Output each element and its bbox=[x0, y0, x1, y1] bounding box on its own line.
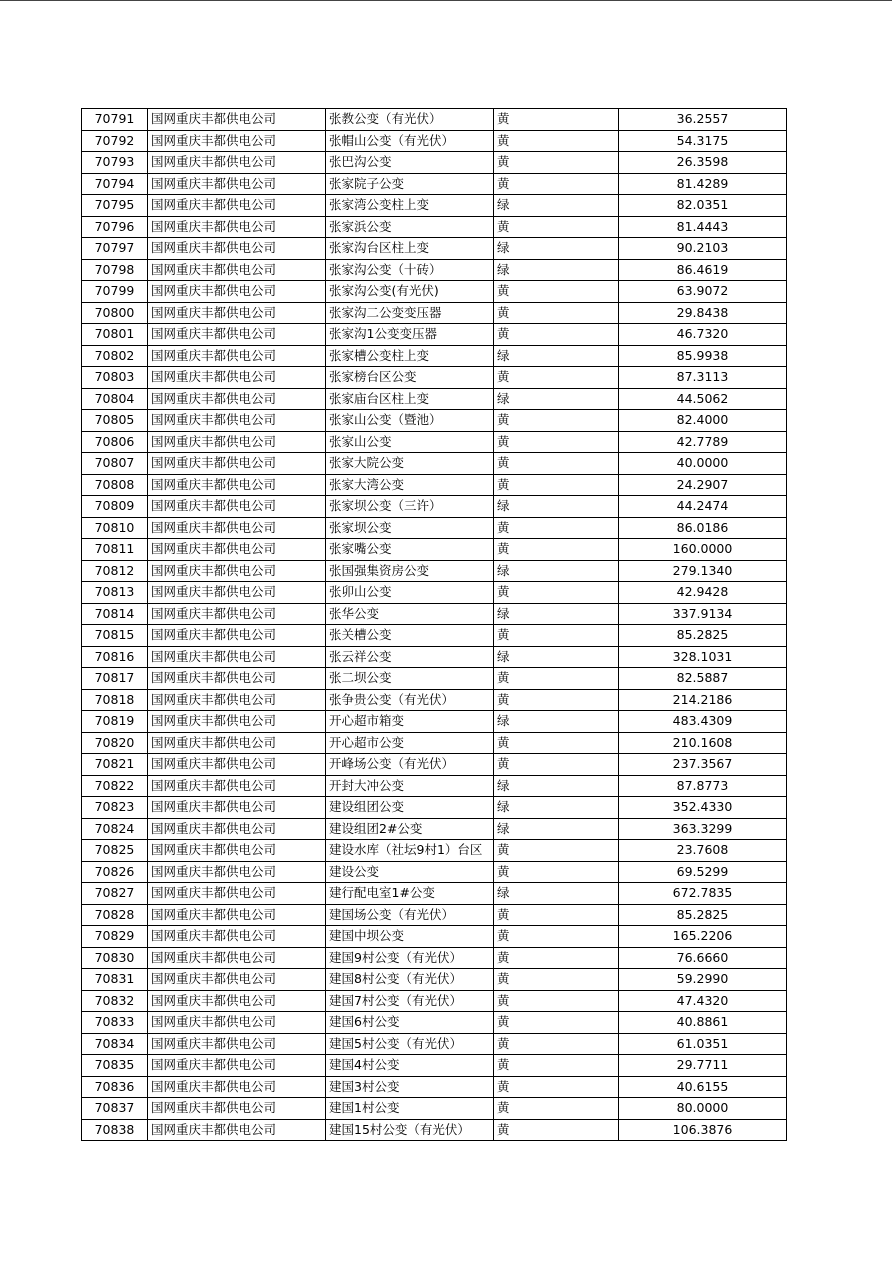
status-level-cell: 黄 bbox=[494, 1098, 619, 1120]
transformer-name-cell: 张家山公变 bbox=[326, 431, 494, 453]
value-cell: 160.0000 bbox=[619, 539, 787, 561]
transformer-name-cell: 建国15村公变（有光伏） bbox=[326, 1119, 494, 1141]
table-row bbox=[82, 689, 787, 711]
value-cell: 42.9428 bbox=[619, 582, 787, 604]
company-cell: 国网重庆丰都供电公司 bbox=[148, 496, 326, 518]
row-id-cell: 70828 bbox=[82, 904, 148, 926]
table-row bbox=[82, 302, 787, 324]
value-cell: 85.9938 bbox=[619, 345, 787, 367]
status-level-cell: 绿 bbox=[494, 388, 619, 410]
company-cell: 国网重庆丰都供电公司 bbox=[148, 732, 326, 754]
status-level-cell: 绿 bbox=[494, 818, 619, 840]
company-cell: 国网重庆丰都供电公司 bbox=[148, 281, 326, 303]
status-level-cell: 黄 bbox=[494, 539, 619, 561]
table-row bbox=[82, 797, 787, 819]
row-id-cell: 70829 bbox=[82, 926, 148, 948]
row-id-cell: 70792 bbox=[82, 130, 148, 152]
row-id-cell: 70809 bbox=[82, 496, 148, 518]
company-cell: 国网重庆丰都供电公司 bbox=[148, 238, 326, 260]
status-level-cell: 黄 bbox=[494, 904, 619, 926]
value-cell: 165.2206 bbox=[619, 926, 787, 948]
transformer-name-cell: 张家浜公变 bbox=[326, 216, 494, 238]
status-level-cell: 黄 bbox=[494, 990, 619, 1012]
value-cell: 87.8773 bbox=[619, 775, 787, 797]
company-cell: 国网重庆丰都供电公司 bbox=[148, 109, 326, 131]
row-id-cell: 70835 bbox=[82, 1055, 148, 1077]
company-cell: 国网重庆丰都供电公司 bbox=[148, 969, 326, 991]
transformer-name-cell: 开心超市公变 bbox=[326, 732, 494, 754]
company-cell: 国网重庆丰都供电公司 bbox=[148, 1012, 326, 1034]
table-row bbox=[82, 711, 787, 733]
company-cell: 国网重庆丰都供电公司 bbox=[148, 883, 326, 905]
status-level-cell: 黄 bbox=[494, 582, 619, 604]
transformer-name-cell: 张云祥公变 bbox=[326, 646, 494, 668]
status-level-cell: 黄 bbox=[494, 926, 619, 948]
status-level-cell: 黄 bbox=[494, 1033, 619, 1055]
transformer-name-cell: 张争贵公变（有光伏） bbox=[326, 689, 494, 711]
row-id-cell: 70819 bbox=[82, 711, 148, 733]
table-row bbox=[82, 1012, 787, 1034]
table-row bbox=[82, 367, 787, 389]
value-cell: 40.8861 bbox=[619, 1012, 787, 1034]
status-level-cell: 黄 bbox=[494, 302, 619, 324]
status-level-cell: 绿 bbox=[494, 883, 619, 905]
value-cell: 81.4289 bbox=[619, 173, 787, 195]
value-cell: 40.0000 bbox=[619, 453, 787, 475]
status-level-cell: 绿 bbox=[494, 560, 619, 582]
table-row bbox=[82, 410, 787, 432]
status-level-cell: 绿 bbox=[494, 603, 619, 625]
table-row bbox=[82, 646, 787, 668]
value-cell: 47.4320 bbox=[619, 990, 787, 1012]
company-cell: 国网重庆丰都供电公司 bbox=[148, 947, 326, 969]
transformer-name-cell: 开心超市箱变 bbox=[326, 711, 494, 733]
company-cell: 国网重庆丰都供电公司 bbox=[148, 582, 326, 604]
table-row bbox=[82, 969, 787, 991]
row-id-cell: 70816 bbox=[82, 646, 148, 668]
row-id-cell: 70822 bbox=[82, 775, 148, 797]
table-row bbox=[82, 904, 787, 926]
table-row bbox=[82, 840, 787, 862]
company-cell: 国网重庆丰都供电公司 bbox=[148, 1055, 326, 1077]
transformer-name-cell: 张家嘴公变 bbox=[326, 539, 494, 561]
table-row bbox=[82, 818, 787, 840]
company-cell: 国网重庆丰都供电公司 bbox=[148, 539, 326, 561]
company-cell: 国网重庆丰都供电公司 bbox=[148, 646, 326, 668]
company-cell: 国网重庆丰都供电公司 bbox=[148, 259, 326, 281]
value-cell: 29.8438 bbox=[619, 302, 787, 324]
value-cell: 672.7835 bbox=[619, 883, 787, 905]
company-cell: 国网重庆丰都供电公司 bbox=[148, 410, 326, 432]
table-row bbox=[82, 216, 787, 238]
value-cell: 29.7711 bbox=[619, 1055, 787, 1077]
transformer-name-cell: 建设组团2#公变 bbox=[326, 818, 494, 840]
row-id-cell: 70811 bbox=[82, 539, 148, 561]
status-level-cell: 黄 bbox=[494, 754, 619, 776]
row-id-cell: 70805 bbox=[82, 410, 148, 432]
transformer-name-cell: 张二坝公变 bbox=[326, 668, 494, 690]
transformer-name-cell: 建设组团公变 bbox=[326, 797, 494, 819]
company-cell: 国网重庆丰都供电公司 bbox=[148, 388, 326, 410]
status-level-cell: 黄 bbox=[494, 324, 619, 346]
row-id-cell: 70823 bbox=[82, 797, 148, 819]
row-id-cell: 70821 bbox=[82, 754, 148, 776]
status-level-cell: 黄 bbox=[494, 947, 619, 969]
row-id-cell: 70798 bbox=[82, 259, 148, 281]
company-cell: 国网重庆丰都供电公司 bbox=[148, 668, 326, 690]
company-cell: 国网重庆丰都供电公司 bbox=[148, 775, 326, 797]
company-cell: 国网重庆丰都供电公司 bbox=[148, 1033, 326, 1055]
status-level-cell: 绿 bbox=[494, 259, 619, 281]
status-level-cell: 黄 bbox=[494, 367, 619, 389]
data-table bbox=[81, 108, 787, 1141]
transformer-name-cell: 张家沟台区柱上变 bbox=[326, 238, 494, 260]
company-cell: 国网重庆丰都供电公司 bbox=[148, 904, 326, 926]
status-level-cell: 黄 bbox=[494, 281, 619, 303]
table-row bbox=[82, 560, 787, 582]
company-cell: 国网重庆丰都供电公司 bbox=[148, 517, 326, 539]
table-row bbox=[82, 1119, 787, 1141]
transformer-name-cell: 张华公变 bbox=[326, 603, 494, 625]
value-cell: 59.2990 bbox=[619, 969, 787, 991]
transformer-name-cell: 建国9村公变（有光伏） bbox=[326, 947, 494, 969]
value-cell: 23.7608 bbox=[619, 840, 787, 862]
company-cell: 国网重庆丰都供电公司 bbox=[148, 173, 326, 195]
company-cell: 国网重庆丰都供电公司 bbox=[148, 990, 326, 1012]
company-cell: 国网重庆丰都供电公司 bbox=[148, 453, 326, 475]
transformer-name-cell: 张家院子公变 bbox=[326, 173, 494, 195]
row-id-cell: 70810 bbox=[82, 517, 148, 539]
status-level-cell: 黄 bbox=[494, 1012, 619, 1034]
row-id-cell: 70825 bbox=[82, 840, 148, 862]
table-row bbox=[82, 926, 787, 948]
row-id-cell: 70802 bbox=[82, 345, 148, 367]
value-cell: 81.4443 bbox=[619, 216, 787, 238]
transformer-name-cell: 张家庙台区柱上变 bbox=[326, 388, 494, 410]
row-id-cell: 70803 bbox=[82, 367, 148, 389]
transformer-name-cell: 建国7村公变（有光伏） bbox=[326, 990, 494, 1012]
table-row bbox=[82, 281, 787, 303]
table-row bbox=[82, 259, 787, 281]
company-cell: 国网重庆丰都供电公司 bbox=[148, 195, 326, 217]
table-row bbox=[82, 625, 787, 647]
row-id-cell: 70818 bbox=[82, 689, 148, 711]
transformer-name-cell: 建国8村公变（有光伏） bbox=[326, 969, 494, 991]
status-level-cell: 黄 bbox=[494, 668, 619, 690]
table-row bbox=[82, 152, 787, 174]
value-cell: 214.2186 bbox=[619, 689, 787, 711]
value-cell: 36.2557 bbox=[619, 109, 787, 131]
value-cell: 363.3299 bbox=[619, 818, 787, 840]
transformer-name-cell: 建国6村公变 bbox=[326, 1012, 494, 1034]
table-row bbox=[82, 1098, 787, 1120]
transformer-name-cell: 开封大冲公变 bbox=[326, 775, 494, 797]
table-row bbox=[82, 238, 787, 260]
row-id-cell: 70799 bbox=[82, 281, 148, 303]
company-cell: 国网重庆丰都供电公司 bbox=[148, 818, 326, 840]
status-level-cell: 黄 bbox=[494, 625, 619, 647]
value-cell: 42.7789 bbox=[619, 431, 787, 453]
value-cell: 85.2825 bbox=[619, 625, 787, 647]
table-row bbox=[82, 947, 787, 969]
company-cell: 国网重庆丰都供电公司 bbox=[148, 431, 326, 453]
value-cell: 82.0351 bbox=[619, 195, 787, 217]
transformer-name-cell: 张家沟公变（十砖） bbox=[326, 259, 494, 281]
status-level-cell: 绿 bbox=[494, 775, 619, 797]
value-cell: 24.2907 bbox=[619, 474, 787, 496]
company-cell: 国网重庆丰都供电公司 bbox=[148, 130, 326, 152]
company-cell: 国网重庆丰都供电公司 bbox=[148, 689, 326, 711]
row-id-cell: 70824 bbox=[82, 818, 148, 840]
row-id-cell: 70820 bbox=[82, 732, 148, 754]
status-level-cell: 黄 bbox=[494, 840, 619, 862]
row-id-cell: 70793 bbox=[82, 152, 148, 174]
company-cell: 国网重庆丰都供电公司 bbox=[148, 474, 326, 496]
value-cell: 328.1031 bbox=[619, 646, 787, 668]
value-cell: 86.0186 bbox=[619, 517, 787, 539]
status-level-cell: 绿 bbox=[494, 797, 619, 819]
company-cell: 国网重庆丰都供电公司 bbox=[148, 345, 326, 367]
status-level-cell: 黄 bbox=[494, 173, 619, 195]
table-row bbox=[82, 1033, 787, 1055]
transformer-name-cell: 张家山公变（暨池） bbox=[326, 410, 494, 432]
status-level-cell: 绿 bbox=[494, 646, 619, 668]
value-cell: 46.7320 bbox=[619, 324, 787, 346]
transformer-name-cell: 张教公变（有光伏） bbox=[326, 109, 494, 131]
company-cell: 国网重庆丰都供电公司 bbox=[148, 1098, 326, 1120]
row-id-cell: 70794 bbox=[82, 173, 148, 195]
value-cell: 85.2825 bbox=[619, 904, 787, 926]
table-row bbox=[82, 603, 787, 625]
transformer-name-cell: 张帽山公变（有光伏） bbox=[326, 130, 494, 152]
transformer-name-cell: 建设公变 bbox=[326, 861, 494, 883]
table-row bbox=[82, 732, 787, 754]
transformer-name-cell: 建国1村公变 bbox=[326, 1098, 494, 1120]
company-cell: 国网重庆丰都供电公司 bbox=[148, 797, 326, 819]
row-id-cell: 70808 bbox=[82, 474, 148, 496]
table-row bbox=[82, 195, 787, 217]
status-level-cell: 绿 bbox=[494, 345, 619, 367]
status-level-cell: 绿 bbox=[494, 238, 619, 260]
transformer-name-cell: 张家沟二公变变压器 bbox=[326, 302, 494, 324]
transformer-name-cell: 建国3村公变 bbox=[326, 1076, 494, 1098]
transformer-name-cell: 建设水库（社坛9村1）台区 bbox=[326, 840, 494, 862]
status-level-cell: 黄 bbox=[494, 152, 619, 174]
company-cell: 国网重庆丰都供电公司 bbox=[148, 1076, 326, 1098]
company-cell: 国网重庆丰都供电公司 bbox=[148, 152, 326, 174]
table-row bbox=[82, 754, 787, 776]
status-level-cell: 绿 bbox=[494, 195, 619, 217]
transformer-name-cell: 建国5村公变（有光伏） bbox=[326, 1033, 494, 1055]
status-level-cell: 黄 bbox=[494, 517, 619, 539]
company-cell: 国网重庆丰都供电公司 bbox=[148, 840, 326, 862]
row-id-cell: 70830 bbox=[82, 947, 148, 969]
transformer-name-cell: 建行配电室1#公变 bbox=[326, 883, 494, 905]
status-level-cell: 黄 bbox=[494, 431, 619, 453]
transformer-name-cell: 建国4村公变 bbox=[326, 1055, 494, 1077]
row-id-cell: 70832 bbox=[82, 990, 148, 1012]
value-cell: 44.5062 bbox=[619, 388, 787, 410]
transformer-name-cell: 张家榜台区公变 bbox=[326, 367, 494, 389]
value-cell: 44.2474 bbox=[619, 496, 787, 518]
status-level-cell: 黄 bbox=[494, 216, 619, 238]
status-level-cell: 黄 bbox=[494, 969, 619, 991]
value-cell: 237.3567 bbox=[619, 754, 787, 776]
status-level-cell: 黄 bbox=[494, 1076, 619, 1098]
value-cell: 337.9134 bbox=[619, 603, 787, 625]
transformer-name-cell: 张家沟公变(有光伏) bbox=[326, 281, 494, 303]
table-row bbox=[82, 517, 787, 539]
table-row bbox=[82, 109, 787, 131]
row-id-cell: 70797 bbox=[82, 238, 148, 260]
table-row bbox=[82, 883, 787, 905]
company-cell: 国网重庆丰都供电公司 bbox=[148, 560, 326, 582]
value-cell: 106.3876 bbox=[619, 1119, 787, 1141]
row-id-cell: 70791 bbox=[82, 109, 148, 131]
value-cell: 80.0000 bbox=[619, 1098, 787, 1120]
status-level-cell: 黄 bbox=[494, 109, 619, 131]
status-level-cell: 黄 bbox=[494, 474, 619, 496]
status-level-cell: 黄 bbox=[494, 732, 619, 754]
transformer-name-cell: 张家槽公变柱上变 bbox=[326, 345, 494, 367]
row-id-cell: 70795 bbox=[82, 195, 148, 217]
transformer-name-cell: 张家坝公变 bbox=[326, 517, 494, 539]
row-id-cell: 70831 bbox=[82, 969, 148, 991]
transformer-name-cell: 张家湾公变柱上变 bbox=[326, 195, 494, 217]
row-id-cell: 70837 bbox=[82, 1098, 148, 1120]
row-id-cell: 70815 bbox=[82, 625, 148, 647]
row-id-cell: 70801 bbox=[82, 324, 148, 346]
transformer-name-cell: 张家坝公变（三许） bbox=[326, 496, 494, 518]
transformer-name-cell: 张国强集资房公变 bbox=[326, 560, 494, 582]
transformer-name-cell: 张家沟1公变变压器 bbox=[326, 324, 494, 346]
row-id-cell: 70800 bbox=[82, 302, 148, 324]
transformer-name-cell: 张家大院公变 bbox=[326, 453, 494, 475]
table-row bbox=[82, 1055, 787, 1077]
table-body bbox=[82, 109, 787, 1141]
company-cell: 国网重庆丰都供电公司 bbox=[148, 324, 326, 346]
status-level-cell: 绿 bbox=[494, 711, 619, 733]
status-level-cell: 黄 bbox=[494, 410, 619, 432]
value-cell: 82.5887 bbox=[619, 668, 787, 690]
table-row bbox=[82, 474, 787, 496]
company-cell: 国网重庆丰都供电公司 bbox=[148, 302, 326, 324]
table-row bbox=[82, 345, 787, 367]
status-level-cell: 黄 bbox=[494, 689, 619, 711]
page-top-border bbox=[0, 0, 892, 1]
value-cell: 483.4309 bbox=[619, 711, 787, 733]
status-level-cell: 黄 bbox=[494, 453, 619, 475]
company-cell: 国网重庆丰都供电公司 bbox=[148, 861, 326, 883]
value-cell: 86.4619 bbox=[619, 259, 787, 281]
company-cell: 国网重庆丰都供电公司 bbox=[148, 603, 326, 625]
transformer-name-cell: 张巴沟公变 bbox=[326, 152, 494, 174]
value-cell: 40.6155 bbox=[619, 1076, 787, 1098]
row-id-cell: 70796 bbox=[82, 216, 148, 238]
row-id-cell: 70838 bbox=[82, 1119, 148, 1141]
row-id-cell: 70807 bbox=[82, 453, 148, 475]
company-cell: 国网重庆丰都供电公司 bbox=[148, 1119, 326, 1141]
transformer-name-cell: 张卯山公变 bbox=[326, 582, 494, 604]
value-cell: 90.2103 bbox=[619, 238, 787, 260]
value-cell: 76.6660 bbox=[619, 947, 787, 969]
row-id-cell: 70812 bbox=[82, 560, 148, 582]
row-id-cell: 70804 bbox=[82, 388, 148, 410]
status-level-cell: 黄 bbox=[494, 861, 619, 883]
table-row bbox=[82, 775, 787, 797]
value-cell: 26.3598 bbox=[619, 152, 787, 174]
value-cell: 69.5299 bbox=[619, 861, 787, 883]
company-cell: 国网重庆丰都供电公司 bbox=[148, 926, 326, 948]
table-row bbox=[82, 496, 787, 518]
table-row bbox=[82, 431, 787, 453]
table-row bbox=[82, 582, 787, 604]
transformer-name-cell: 开峰场公变（有光伏） bbox=[326, 754, 494, 776]
value-cell: 352.4330 bbox=[619, 797, 787, 819]
value-cell: 61.0351 bbox=[619, 1033, 787, 1055]
value-cell: 279.1340 bbox=[619, 560, 787, 582]
row-id-cell: 70834 bbox=[82, 1033, 148, 1055]
status-level-cell: 黄 bbox=[494, 1119, 619, 1141]
table-row bbox=[82, 861, 787, 883]
table-row bbox=[82, 453, 787, 475]
status-level-cell: 黄 bbox=[494, 1055, 619, 1077]
transformer-name-cell: 张关槽公变 bbox=[326, 625, 494, 647]
table-row bbox=[82, 388, 787, 410]
value-cell: 54.3175 bbox=[619, 130, 787, 152]
status-level-cell: 绿 bbox=[494, 496, 619, 518]
table-row bbox=[82, 990, 787, 1012]
table-row bbox=[82, 1076, 787, 1098]
company-cell: 国网重庆丰都供电公司 bbox=[148, 216, 326, 238]
row-id-cell: 70806 bbox=[82, 431, 148, 453]
company-cell: 国网重庆丰都供电公司 bbox=[148, 625, 326, 647]
row-id-cell: 70814 bbox=[82, 603, 148, 625]
company-cell: 国网重庆丰都供电公司 bbox=[148, 367, 326, 389]
company-cell: 国网重庆丰都供电公司 bbox=[148, 754, 326, 776]
table-row bbox=[82, 324, 787, 346]
table-row bbox=[82, 539, 787, 561]
table-row bbox=[82, 173, 787, 195]
company-cell: 国网重庆丰都供电公司 bbox=[148, 711, 326, 733]
transformer-name-cell: 建国中坝公变 bbox=[326, 926, 494, 948]
row-id-cell: 70817 bbox=[82, 668, 148, 690]
row-id-cell: 70836 bbox=[82, 1076, 148, 1098]
row-id-cell: 70826 bbox=[82, 861, 148, 883]
row-id-cell: 70813 bbox=[82, 582, 148, 604]
table-row bbox=[82, 130, 787, 152]
value-cell: 87.3113 bbox=[619, 367, 787, 389]
value-cell: 82.4000 bbox=[619, 410, 787, 432]
row-id-cell: 70833 bbox=[82, 1012, 148, 1034]
value-cell: 210.1608 bbox=[619, 732, 787, 754]
value-cell: 63.9072 bbox=[619, 281, 787, 303]
status-level-cell: 黄 bbox=[494, 130, 619, 152]
transformer-name-cell: 张家大湾公变 bbox=[326, 474, 494, 496]
table-row bbox=[82, 668, 787, 690]
row-id-cell: 70827 bbox=[82, 883, 148, 905]
transformer-name-cell: 建国场公变（有光伏） bbox=[326, 904, 494, 926]
